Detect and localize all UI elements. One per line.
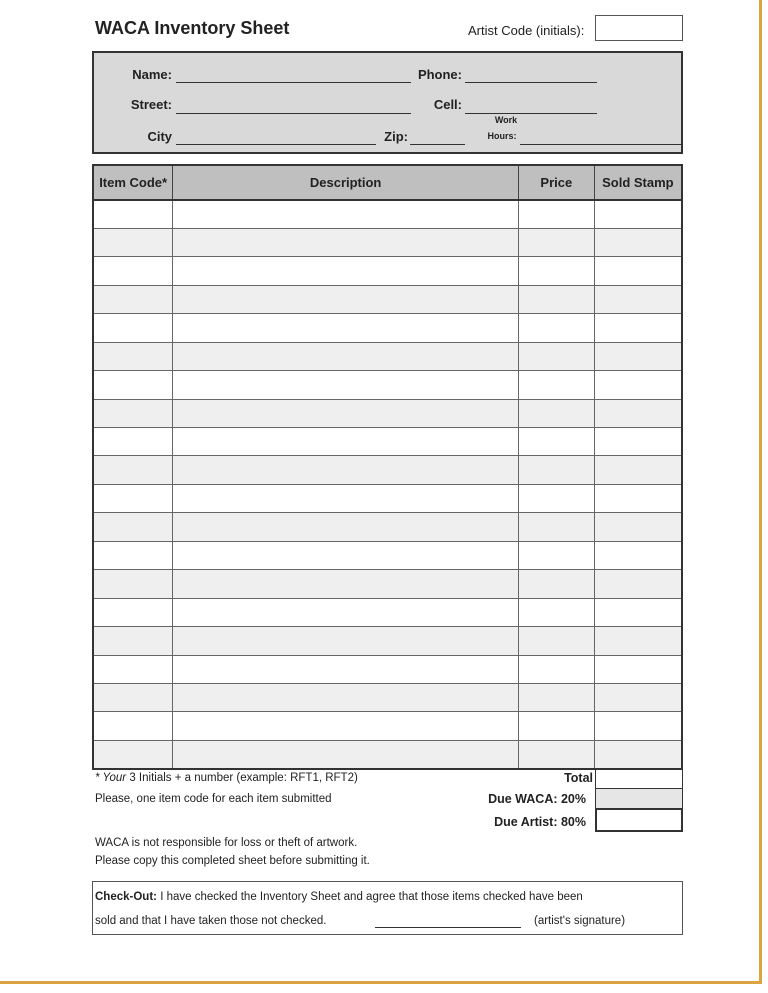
price-cell[interactable]: [518, 371, 594, 399]
table-row: [93, 342, 682, 370]
due-artist-field[interactable]: [595, 808, 683, 832]
item-code-cell[interactable]: [93, 399, 173, 427]
description-cell[interactable]: [173, 200, 519, 228]
table-row: [93, 541, 682, 569]
price-cell[interactable]: [518, 428, 594, 456]
price-cell[interactable]: [518, 257, 594, 285]
table-row: [93, 513, 682, 541]
description-cell[interactable]: [173, 570, 519, 598]
table-row: [93, 456, 682, 484]
table-row: [93, 257, 682, 285]
description-cell[interactable]: [173, 257, 519, 285]
artist-code-field[interactable]: [595, 15, 683, 41]
price-cell[interactable]: [518, 228, 594, 256]
col-sold-stamp: Sold Stamp: [594, 165, 682, 200]
table-row: [93, 627, 682, 655]
work-label: Work: [494, 115, 518, 125]
item-code-cell[interactable]: [93, 541, 173, 569]
description-cell[interactable]: [173, 342, 519, 370]
sold-stamp-cell[interactable]: [594, 513, 682, 541]
description-cell[interactable]: [173, 598, 519, 626]
item-code-cell[interactable]: [93, 513, 173, 541]
phone-field[interactable]: [465, 82, 597, 83]
page-title: WACA Inventory Sheet: [95, 18, 290, 38]
price-cell[interactable]: [518, 712, 594, 740]
col-price: Price: [518, 165, 594, 200]
due-waca-label: Due WACA: 20%: [488, 792, 586, 806]
price-cell[interactable]: [518, 285, 594, 313]
description-cell[interactable]: [173, 456, 519, 484]
responsibility-note: WACA is not responsible for loss or theft of artwork.: [95, 837, 358, 849]
description-cell[interactable]: [173, 655, 519, 683]
footnote-text: 3 Initials + a number (example: RFT1, RFT2): [129, 772, 358, 784]
description-cell[interactable]: [173, 740, 519, 768]
price-cell[interactable]: [518, 740, 594, 768]
sold-stamp-cell[interactable]: [594, 200, 682, 228]
sold-stamp-cell[interactable]: [594, 655, 682, 683]
item-code-cell[interactable]: [93, 200, 173, 228]
table-row: [93, 570, 682, 598]
due-artist-label: Due Artist: 80%: [494, 815, 586, 829]
price-cell[interactable]: [518, 399, 594, 427]
item-code-cell[interactable]: [93, 683, 173, 711]
signature-label: (artist's signature): [534, 915, 626, 927]
copy-note: Please copy this completed sheet before submitting it.: [95, 855, 370, 867]
zip-label: Zip:: [384, 129, 408, 144]
sold-stamp-cell[interactable]: [594, 627, 682, 655]
sold-stamp-cell[interactable]: [594, 228, 682, 256]
table-row: [93, 314, 682, 342]
item-code-cell[interactable]: [93, 285, 173, 313]
description-cell[interactable]: [173, 314, 519, 342]
item-code-cell[interactable]: [93, 456, 173, 484]
price-cell[interactable]: [518, 683, 594, 711]
item-code-cell[interactable]: [93, 570, 173, 598]
checkout-text2: sold and that I have taken those not checked.: [95, 915, 327, 927]
sold-stamp-cell[interactable]: [594, 428, 682, 456]
description-cell[interactable]: [173, 399, 519, 427]
description-cell[interactable]: [173, 712, 519, 740]
description-cell[interactable]: [173, 484, 519, 512]
col-description: Description: [173, 165, 519, 200]
description-cell[interactable]: [173, 627, 519, 655]
sold-stamp-cell[interactable]: [594, 342, 682, 370]
item-code-cell[interactable]: [93, 484, 173, 512]
table-row: [93, 712, 682, 740]
hours-label: Hours:: [487, 131, 517, 141]
description-cell[interactable]: [173, 228, 519, 256]
sold-stamp-cell[interactable]: [594, 598, 682, 626]
table-row: [93, 371, 682, 399]
sold-stamp-cell[interactable]: [594, 257, 682, 285]
item-code-cell[interactable]: [93, 428, 173, 456]
price-cell[interactable]: [518, 627, 594, 655]
item-code-cell[interactable]: [93, 655, 173, 683]
price-cell[interactable]: [518, 513, 594, 541]
description-cell[interactable]: [173, 371, 519, 399]
city-field[interactable]: [176, 144, 376, 145]
price-cell[interactable]: [518, 342, 594, 370]
description-cell[interactable]: [173, 285, 519, 313]
description-cell[interactable]: [173, 541, 519, 569]
name-label: Name:: [132, 67, 172, 82]
checkout-label: Check-Out:: [95, 891, 157, 903]
footnote-prefix: * Your: [95, 772, 127, 784]
table-row: [93, 740, 682, 768]
description-cell[interactable]: [173, 428, 519, 456]
sold-stamp-cell[interactable]: [594, 740, 682, 768]
description-cell[interactable]: [173, 683, 519, 711]
price-cell[interactable]: [518, 314, 594, 342]
table-row: [93, 399, 682, 427]
item-code-cell[interactable]: [93, 257, 173, 285]
sold-stamp-cell[interactable]: [594, 285, 682, 313]
price-cell[interactable]: [518, 570, 594, 598]
sold-stamp-cell[interactable]: [594, 314, 682, 342]
table-row: [93, 228, 682, 256]
total-label: Total: [564, 771, 593, 785]
sold-stamp-cell[interactable]: [594, 371, 682, 399]
street-label: Street:: [130, 97, 172, 112]
table-row: [93, 200, 682, 228]
inventory-table: [92, 164, 683, 770]
checkout-section: [92, 881, 683, 935]
table-row: [93, 285, 682, 313]
sold-stamp-cell[interactable]: [594, 683, 682, 711]
sold-stamp-cell[interactable]: [594, 570, 682, 598]
price-cell[interactable]: [518, 484, 594, 512]
sold-stamp-cell[interactable]: [594, 541, 682, 569]
table-row: [93, 598, 682, 626]
col-item-code: Item Code*: [93, 165, 173, 200]
price-cell[interactable]: [518, 456, 594, 484]
item-code-cell[interactable]: [93, 228, 173, 256]
sold-stamp-cell[interactable]: [594, 712, 682, 740]
item-code-cell[interactable]: [93, 712, 173, 740]
item-code-cell[interactable]: [93, 314, 173, 342]
zip-field[interactable]: [410, 144, 465, 145]
signature-field[interactable]: [375, 927, 521, 928]
total-field[interactable]: [595, 768, 683, 789]
price-cell[interactable]: [518, 200, 594, 228]
phone-label: Phone:: [417, 67, 462, 82]
name-field[interactable]: [176, 82, 411, 83]
due-waca-field[interactable]: [595, 788, 683, 809]
price-cell[interactable]: [518, 541, 594, 569]
sold-stamp-cell[interactable]: [594, 456, 682, 484]
cell-field[interactable]: [465, 113, 597, 114]
item-code-cell[interactable]: [93, 627, 173, 655]
artist-code-label: Artist Code (initials):: [468, 23, 585, 38]
one-code-note: Please, one item code for each item submitted: [95, 793, 332, 805]
artist-info-section: [92, 51, 683, 154]
sold-stamp-cell[interactable]: [594, 484, 682, 512]
item-code-cell[interactable]: [93, 342, 173, 370]
checkout-text1: I have checked the Inventory Sheet and agree that those items checked have been: [160, 891, 583, 903]
table-row: [93, 484, 682, 512]
work-hours-field[interactable]: [520, 144, 682, 145]
cell-label: Cell:: [433, 97, 462, 112]
item-code-cell[interactable]: [93, 740, 173, 768]
footnote: [95, 772, 358, 784]
table-row: [93, 655, 682, 683]
sold-stamp-cell[interactable]: [594, 399, 682, 427]
table-row: [93, 428, 682, 456]
item-code-cell[interactable]: [93, 598, 173, 626]
price-cell[interactable]: [518, 655, 594, 683]
city-label: City: [147, 129, 172, 144]
street-field[interactable]: [176, 113, 411, 114]
table-row: [93, 683, 682, 711]
item-code-cell[interactable]: [93, 371, 173, 399]
checkout-line1: [95, 891, 583, 903]
description-cell[interactable]: [173, 513, 519, 541]
price-cell[interactable]: [518, 598, 594, 626]
